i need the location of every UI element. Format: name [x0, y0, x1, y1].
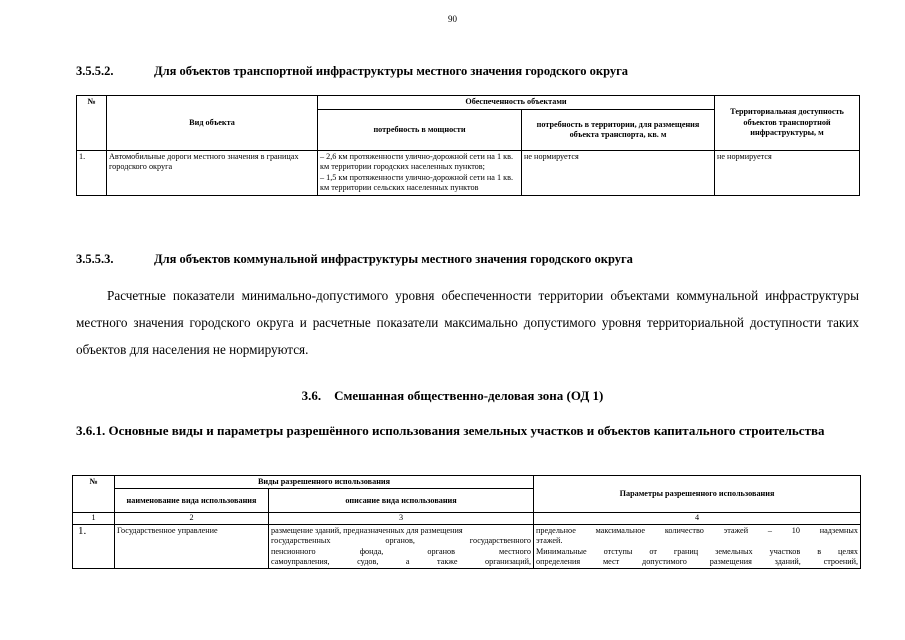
col-provision: Обеспеченность объектами [318, 96, 715, 110]
row-number: 1. [73, 524, 115, 569]
area-norm: не нормируется [522, 151, 715, 196]
description-line: самоуправления, судов, а также организаций, [271, 557, 532, 567]
section-number: 3.5.5.2. [76, 64, 114, 78]
section-heading-3-5-5-2 [76, 64, 628, 79]
parameter-line: предельное максимальное количество этажей – 10 надземных [536, 525, 859, 535]
section-heading-3-6-1: 3.6.1. Основные виды и параметры разрешённого использования земельных участков и объектов капитального строительства [76, 423, 825, 438]
transport-infrastructure-table [76, 95, 860, 196]
col-number: № [77, 96, 107, 151]
index-cell: 2 [115, 513, 269, 524]
section-number: 3.5.5.3. [76, 252, 114, 266]
parameter-line: Минимальные отступы от границ земельных участков в целях [536, 546, 859, 556]
capacity-norm [318, 151, 522, 196]
section-heading-3-5-5-3 [76, 252, 633, 267]
col-number: № [73, 476, 115, 513]
table-row [73, 524, 861, 569]
use-name: Государственное управление [115, 524, 269, 569]
col-capacity: потребность в мощности [318, 110, 522, 151]
capacity-norm-urban: – 2,6 км протяженности улично-дорожной сети на 1 кв. км территории городских населенных пунктов; [320, 152, 514, 172]
col-use-name: наименование вида использования [115, 489, 269, 513]
index-cell: 4 [534, 513, 861, 524]
use-parameters [534, 524, 861, 569]
parameter-line: определения мест допустимого размещения зданий, строений, [536, 557, 859, 567]
section-title: Для объектов коммунальной инфраструктуры местного значения городского округа [154, 252, 633, 266]
accessibility-norm: не нормируется [715, 151, 860, 196]
col-area: потребность в территории, для размещения объекта транспорта, кв. м [522, 110, 715, 151]
page-number: 90 [448, 14, 457, 24]
description-line: государственных органов, государственного [271, 536, 532, 546]
table-row [77, 151, 860, 196]
section-title: Для объектов транспортной инфраструктуры местного значения городского округа [154, 64, 629, 78]
section-heading-3-6 [0, 388, 905, 404]
col-use-description: описание вида использования [269, 489, 534, 513]
section-number: 3.6. [301, 388, 322, 403]
col-parameters: Параметры разрешенного использования [534, 476, 861, 513]
col-permitted-kinds: Виды разрешенного использования [115, 476, 534, 489]
col-accessibility: Территориальная доступность объектов транспортной инфраструктуры, м [715, 96, 860, 151]
section-title: Смешанная общественно-деловая зона (ОД 1) [334, 388, 604, 403]
index-cell: 1 [73, 513, 115, 524]
parameter-line: этажей. [536, 536, 563, 546]
page-bottom-blank [0, 577, 905, 640]
body-paragraph: Расчетные показатели минимально-допустимого уровня обеспеченности территории объектами коммунальной инфраструктуры местного значения городского округа и расчетные показатели максимально допустимого уровня территориальной доступности таких объектов для населения не нормируются. [76, 288, 859, 357]
capacity-norm-rural: – 1,5 км протяженности улично-дорожной сети на 1 кв. км территории сельских населенных пунктов [320, 172, 514, 193]
col-object-type: Вид объекта [107, 96, 318, 151]
object-type: Автомобильные дороги местного значения в границах городского округа [107, 151, 318, 196]
use-description [269, 524, 534, 569]
permitted-use-table [72, 475, 861, 569]
index-cell: 3 [269, 513, 534, 524]
description-line: размещение зданий, предназначенных для размещения [271, 525, 463, 535]
row-number: 1. [77, 151, 107, 196]
description-line: пенсионного фонда, органов местного [271, 546, 532, 556]
